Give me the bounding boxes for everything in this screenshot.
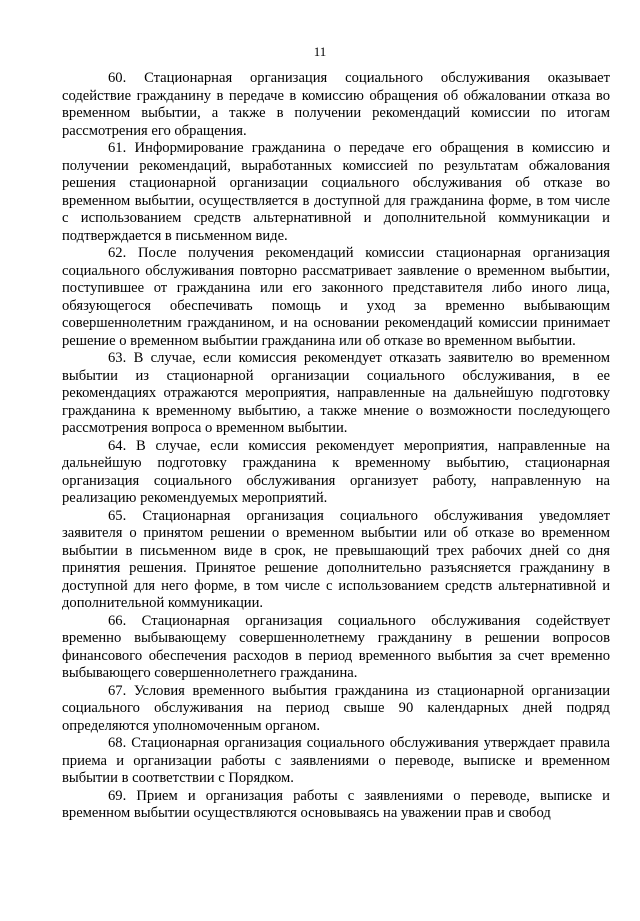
- paragraph-61: 61. Информирование гражданина о передаче его обращения в комиссию и получении рекомендаций, выработанных комиссией по результатам обжалования решения стационарной организации социального обслуживания об отказе во временном выбытии, осуществляется в доступной для гражданина форме, в том числе с использованием средств альтернативной и дополнительной коммуникации и подтверждается в письменном виде.: [62, 140, 610, 244]
- paragraph-62: 62. После получения рекомендаций комиссии стационарная организация социального обслуживания повторно рассматривает заявление о временном выбытии, поступившее от гражданина или его законного представителя либо иного лица, обязующегося обеспечивать помощь и уход за временно выбывающим совершеннолетним гражданином, и на основании рекомендаций комиссии принимает решение о временном выбытии гражданина или об отказе во временном выбытии.: [62, 245, 610, 349]
- paragraph-60: 60. Стационарная организация социального обслуживания оказывает содействие гражданину в передаче в комиссию обращения об обжаловании отказа во временном выбытии, а также в получении рекомендаций комиссии по итогам рассмотрения его обращения.: [62, 70, 610, 139]
- paragraph-63: 63. В случае, если комиссия рекомендует отказать заявителю во временном выбытии из стационарной организации социального обслуживания, в ее рекомендациях отражаются мероприятия, направленные на дальнейшую подготовку гражданина к временному выбытию, а также мнение о возможности последующего рассмотрения вопроса о временном выбытии.: [62, 350, 610, 436]
- paragraph-68: 68. Стационарная организация социального обслуживания утверждает правила приема и организации работы с заявлениями о переводе, выписке и временном выбытии в соответствии с Порядком.: [62, 735, 610, 786]
- paragraph-64: 64. В случае, если комиссия рекомендует мероприятия, направленные на дальнейшую подготовку гражданина к временному выбытию, стационарная организация социального обслуживания организует работу, направленную на реализацию рекомендуемых мероприятий.: [62, 437, 610, 506]
- paragraph-69: 69. Прием и организация работы с заявлениями о переводе, выписке и временном выбытии осуществляются основываясь на уважении прав и свобод: [62, 787, 610, 821]
- document-body: [62, 70, 610, 823]
- paragraph-66: 66. Стационарная организация социального обслуживания содействует временно выбывающему совершеннолетнему гражданину в решении вопросов финансового обеспечения расходов в период временного выбытия за счет временно выбывающего совершеннолетнего гражданина.: [62, 612, 610, 681]
- paragraph-65: 65. Стационарная организация социального обслуживания уведомляет заявителя о принятом решении о временном выбытии или об отказе во временном выбытии в письменном виде в срок, не превышающий трех рабочих дней со дня принятия решения. Принятое решение дополнительно разъясняется гражданину в доступной для него форме, в том числе с использованием средств альтернативной и дополнительной коммуникации.: [62, 507, 610, 611]
- paragraph-67: 67. Условия временного выбытия гражданина из стационарной организации социального обслуживания на период свыше 90 календарных дней подряд определяются уполномоченным органом.: [62, 682, 610, 734]
- page-number: 11: [313, 44, 327, 59]
